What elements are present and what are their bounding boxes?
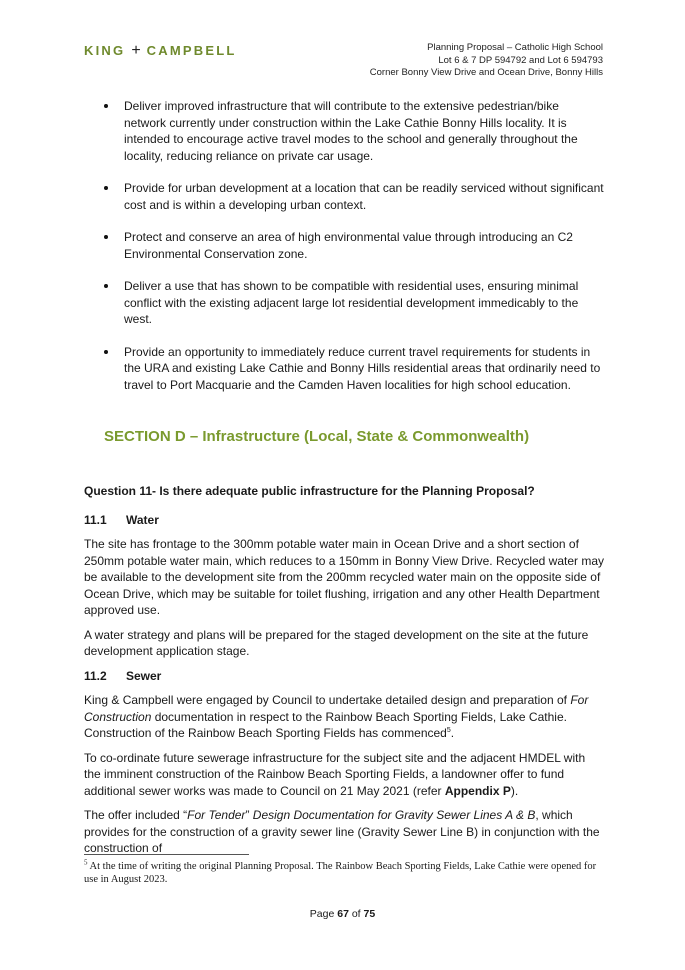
list-item (84, 278, 604, 328)
footnote (84, 860, 604, 886)
subsection-number: 11.1 (84, 512, 107, 527)
list-item-text: Deliver a use that has shown to be compatible with residential uses, ensuring minimal conflict with the existing adjacent large lot residential development immedicably to the west. (124, 279, 579, 326)
text-run: , which provides for the construction of a gravity sewer line (Gravity Sewer Line B) in conjunction with the construction of (84, 808, 600, 855)
question-heading: Question 11- Is there adequate public infrastructure for the Planning Proposal? (84, 484, 535, 498)
paragraph (84, 692, 604, 742)
header-line-2: Lot 6 & 7 DP 594792 and Lot 6 594793 (438, 54, 603, 66)
italic-text: For Construction (84, 693, 589, 724)
text-run: To co-ordinate future sewerage infrastructure for the subject site and the adjacent HMDEL with the imminent construction of the Rainbow Beach Sporting Fields, a landowner offer to fund additional sewer works was made to Council on 21 May 2021 (refer (84, 750, 586, 798)
text-run: ). (510, 783, 519, 798)
subsection-title: Water (126, 512, 159, 527)
appendix-reference: Appendix P (444, 783, 511, 798)
list-item (84, 180, 604, 213)
text-run: The offer included “ (84, 808, 188, 822)
section-heading: SECTION D – Infrastructure (Local, State & Commonwealth) (104, 428, 530, 445)
bullet-icon (104, 284, 108, 288)
page-total: 75 (363, 908, 376, 920)
bullet-icon (104, 235, 108, 239)
objectives-list (84, 98, 604, 409)
list-item-text: Protect and conserve an area of high environmental value through introducing an C2 Environmental Conservation zone. (124, 230, 573, 261)
header-line-3: Corner Bonny View Drive and Ocean Drive, Bonny Hills (369, 67, 603, 78)
paragraph: A water strategy and plans will be prepared for the staged development on the site at the future development application stage. (84, 627, 589, 658)
list-item (84, 229, 604, 262)
list-item-text: Provide for urban development at a location that can be readily serviced without significant cost and is within a developing urban context. (124, 181, 604, 212)
list-item (84, 98, 604, 164)
italic-text: Design Documentation for Gravity Sewer Lines A & B (252, 808, 536, 822)
text-run: King & Campbell were engaged by Council to undertake detailed design and preparation of (84, 693, 571, 707)
logo-word-king: KING (84, 43, 126, 58)
list-item (84, 344, 604, 394)
text-run: documentation in respect to the Rainbow Beach Sporting Fields, Lake Cathie. Construction of the Rainbow Beach Sporting Fields has commenced (84, 709, 567, 740)
list-item-text: Deliver improved infrastructure that will contribute to the extensive pedestrian/bike network currently under construction within the Lake Cathie Bonny Hills locality. It is intended to encourage active travel modes to the school and generally throughout the locality, reducing reliance on private car usage. (124, 99, 578, 163)
header-line-1: Planning Proposal – Catholic High School (427, 42, 603, 53)
text-run: . (450, 726, 455, 740)
footnote-mark: 5 (84, 858, 88, 867)
italic-text: For Tender (187, 808, 246, 822)
list-item-text: Provide an opportunity to immediately reduce current travel requirements for students in the URA and existing Lake Cathie and Bonny Hills residential areas that ordinarily need to travel to Port Macquarie and the Camden Haven localities for high school education. (124, 344, 601, 392)
subsection-number: 11.2 (84, 668, 107, 683)
logo-plus: + (131, 42, 141, 59)
paragraph (84, 807, 604, 857)
footnote-text: At the time of writing the original Planning Proposal. The Rainbow Beach Sporting Fields, Lake Cathie were opened for use in August 2023. (84, 861, 597, 885)
paragraph (84, 750, 604, 800)
page-number: 67 (337, 908, 349, 920)
logo-word-campbell: CAMPBELL (146, 43, 237, 58)
bullet-icon (104, 186, 108, 190)
paragraph: The site has frontage to the 300mm potable water main in Ocean Drive and a short section of 250mm potable water main, which reduces to a 150mm in Bonny View Drive. Recycled water may be available to the development site from the 200mm recycled water main on the opposite side of Ocean Drive, which may be suitable for toilet flushing, irrigation and any other Health Department approved use. (84, 537, 605, 617)
footnote-reference[interactable]: 5 (446, 727, 451, 734)
page-footer (0, 908, 685, 920)
bullet-icon (104, 104, 108, 108)
company-logo (84, 42, 236, 60)
document-header (370, 42, 603, 80)
subsection-title: Sewer (126, 668, 162, 683)
body-content (84, 483, 604, 865)
page-of-label: of (348, 908, 364, 920)
bullet-icon (104, 350, 108, 354)
footnote-divider (84, 854, 249, 855)
subsection-heading-water (84, 512, 604, 529)
subsection-heading-sewer (84, 668, 604, 685)
text-run: ” (245, 808, 253, 822)
page-label: Page (309, 908, 338, 920)
